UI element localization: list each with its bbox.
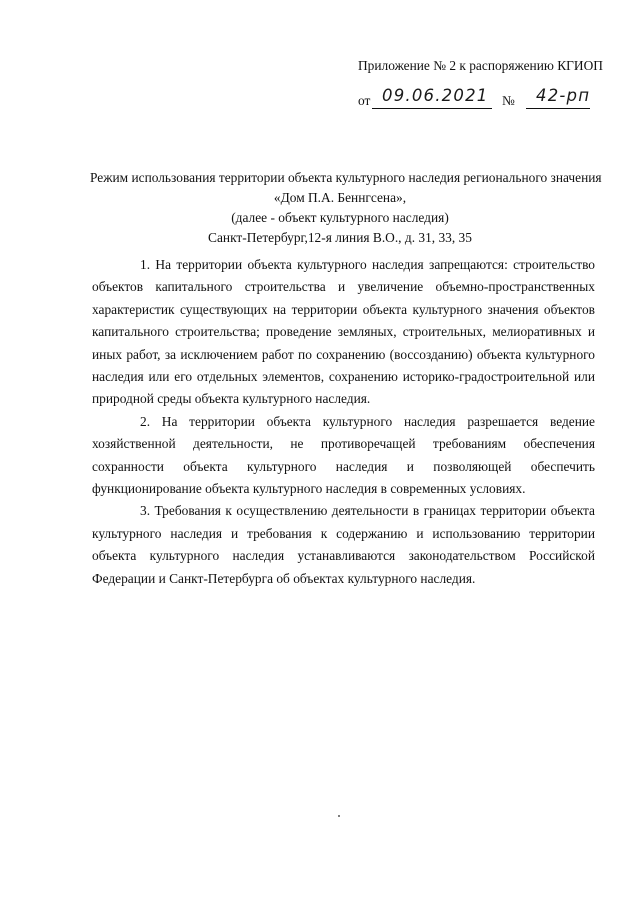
number-field bbox=[526, 88, 590, 109]
handwritten-number: 42-рп bbox=[536, 86, 591, 105]
order-date-number-line bbox=[358, 88, 598, 112]
appendix-title: Приложение № 2 к распоряжению КГИОП bbox=[358, 58, 603, 73]
number-prefix: № bbox=[502, 93, 515, 108]
heading-line-1: Режим использования территории объекта культурного наследия регионального значения bbox=[90, 170, 602, 185]
document-heading bbox=[90, 168, 602, 248]
date-field bbox=[372, 88, 492, 109]
scan-speck bbox=[338, 815, 340, 817]
heading-line-2: «Дом П.А. Беннгсена», bbox=[273, 190, 407, 205]
heading-line-4: Санкт-Петербург,12-я линия В.О., д. 31, 33, 35 bbox=[208, 230, 472, 245]
paragraph-1: 1. На территории объекта культурного наследия запрещаются: строительство объектов капитального строительства и увеличение объемно-пространственных характеристик существующих на территории объекта культурного значения объектов капитального строительства; проведение земляных, строительных, мелиоративных и иных работ, за исключением работ по сохранению (воссозданию) объекта культурного наследия или его отдельных элементов, сохранению историко-градостроительной или природной среды объекта культурного наследия. bbox=[92, 257, 595, 407]
document-body bbox=[92, 254, 595, 590]
date-prefix: от bbox=[358, 93, 371, 108]
paragraph-3: 3. Требования к осуществлению деятельности в границах территории объекта культурного наследия и требования к содержанию и использованию территории объекта культурного наследия устанавливаются законодательством Российской Федерации и Санкт-Петербурга об объектах культурного наследия. bbox=[92, 503, 595, 586]
heading-line-3: (далее - объект культурного наследия) bbox=[231, 210, 449, 225]
handwritten-date: 09.06.2021 bbox=[382, 86, 489, 105]
paragraph-2: 2. На территории объекта культурного наследия разрешается ведение хозяйственной деятельности, не противоречащей требованиям обеспечения сохранности объекта культурного наследия и позволяющей обеспечить функционирование объекта культурного наследия в современных условиях. bbox=[92, 413, 595, 497]
